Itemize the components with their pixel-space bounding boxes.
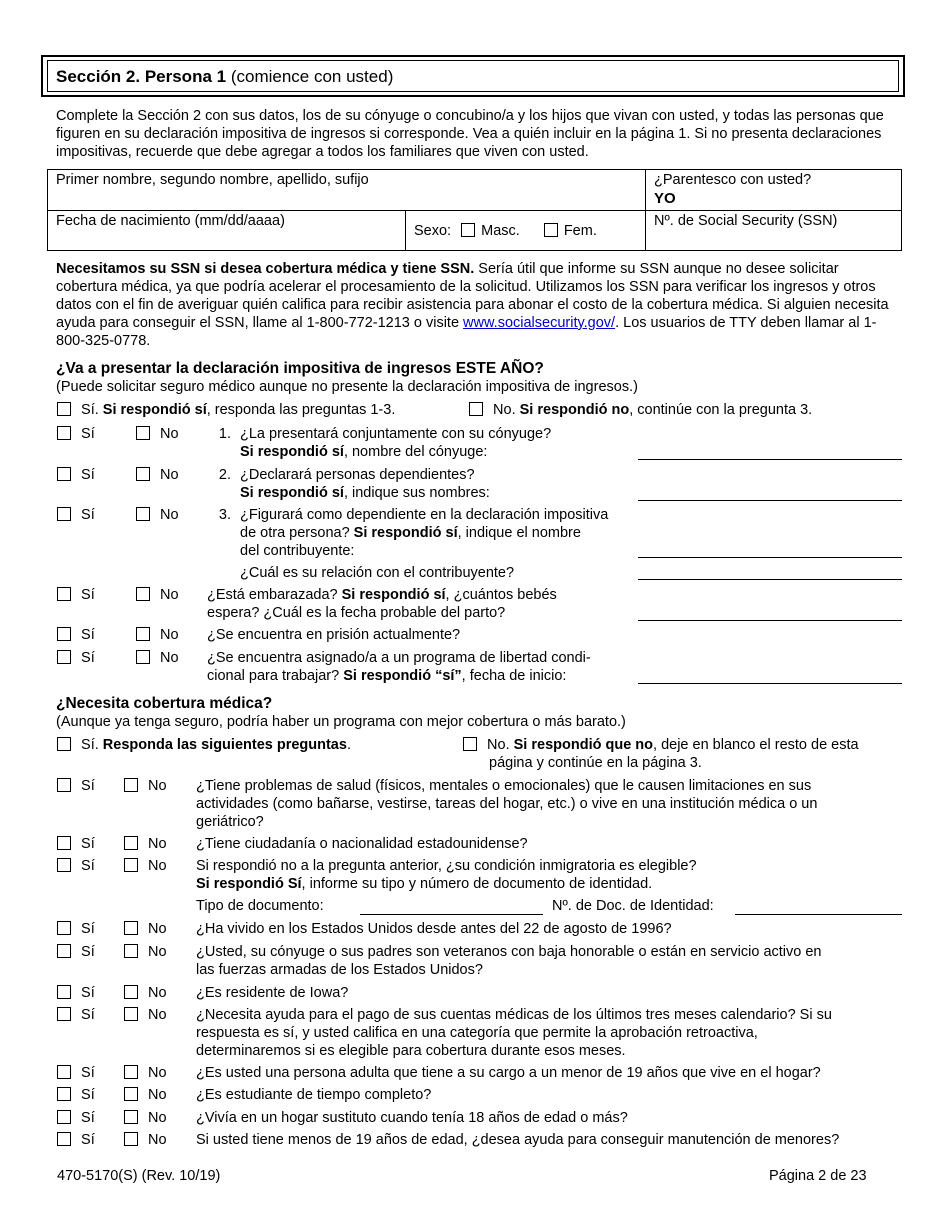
immig-yes <box>57 858 95 876</box>
coverage-yes-rest: . <box>346 737 351 753</box>
iowa-no <box>124 985 167 1003</box>
q1-number: 1. <box>218 426 231 442</box>
iowa-no-label: No <box>148 985 167 1001</box>
sex-field <box>406 211 646 250</box>
us1996-no-label: No <box>148 921 167 937</box>
relation-field <box>646 170 901 211</box>
sex-label: Sexo: <box>414 223 452 239</box>
coverage-yes-bold: Responda las siguientes preguntas <box>102 737 347 753</box>
immig-yes-checkbox[interactable] <box>57 858 71 872</box>
us1996-no <box>124 921 167 939</box>
q2-text <box>240 467 490 503</box>
tax-no-option <box>469 402 812 420</box>
q1-no <box>136 426 179 444</box>
parole-line2b: , fecha de inicio: <box>461 667 567 684</box>
q1-bold: Si respondió sí <box>240 443 344 460</box>
student-yes-label: Sí <box>81 1087 95 1103</box>
q2-yes-label: Sí <box>81 467 95 483</box>
prison-yes <box>57 627 95 645</box>
section-header <box>47 60 899 92</box>
q3-no-label: No <box>160 507 179 523</box>
tax-no-checkbox[interactable] <box>469 402 483 416</box>
q3-yes-checkbox[interactable] <box>57 507 71 521</box>
preg-line1a: ¿Está embarazada? <box>207 587 342 603</box>
q3-bold: Si respondió sí <box>353 524 458 541</box>
iowa-yes-checkbox[interactable] <box>57 985 71 999</box>
section-title: Sección 2. Persona 1 <box>56 67 227 86</box>
coverage-no-checkbox[interactable] <box>463 737 477 751</box>
vet-no-label: No <box>148 944 167 960</box>
tax-yes-option <box>57 402 395 420</box>
foster-yes <box>57 1110 95 1128</box>
doc-num-line[interactable] <box>735 914 902 915</box>
ssn-label: Nº. de Social Security (SSN) <box>654 213 838 229</box>
q1-yes <box>57 426 95 444</box>
us1996-yes <box>57 921 95 939</box>
intro-text: Complete la Sección 2 con sus datos, los de su cónyuge o concubino/a y los hijos que vivan con usted, y todas las personas que figuren en su declaración impositiva de ingresos si corresponde. Vea a quién incluir en la página 1. Si no presenta declaraciones impositivas, recuerde que debe agregar a todos los familiares que viven con usted. <box>56 108 884 160</box>
tax-no-bold: Si respondió no <box>519 402 630 418</box>
immig-no-label: No <box>148 858 167 874</box>
student-no <box>124 1087 167 1105</box>
citizen-no-label: No <box>148 836 167 852</box>
preg-no-checkbox[interactable] <box>136 587 150 601</box>
immig-bold: Si respondió Sí <box>196 875 302 892</box>
coverage-yes-checkbox[interactable] <box>57 737 71 751</box>
support-yes-label: Sí <box>81 1132 95 1148</box>
foster-no <box>124 1110 167 1128</box>
retro-yes <box>57 1007 95 1025</box>
health-line1: ¿Tiene problemas de salud (físicos, mentales o emocionales) que le causen limitaciones en sus <box>196 778 812 794</box>
health-yes-label: Sí <box>81 778 95 794</box>
us1996-yes-checkbox[interactable] <box>57 921 71 935</box>
preg-text <box>207 587 557 623</box>
student-yes <box>57 1087 95 1105</box>
immig-no-checkbox[interactable] <box>124 858 138 872</box>
q2-bold: Si respondió sí <box>240 484 344 501</box>
parole-line1: ¿Se encuentra asignado/a a un programa de libertad condi- <box>207 650 591 666</box>
health-yes-checkbox[interactable] <box>57 778 71 792</box>
parole-line2a: cional para trabajar? <box>207 667 344 684</box>
health-line3: geriátrico? <box>196 813 264 830</box>
adult-no <box>124 1065 167 1083</box>
dependents-line[interactable] <box>638 500 902 501</box>
parole-yes-label: Sí <box>81 650 95 666</box>
citizen-text: ¿Tiene ciudadanía o nacionalidad estadounidense? <box>196 836 528 852</box>
q3-text <box>240 507 608 561</box>
vet-yes-label: Sí <box>81 944 95 960</box>
tax-subheading: (Puede solicitar seguro médico aunque no presente la declaración impositiva de ingresos.) <box>56 379 638 395</box>
page-number: Página 2 de 23 <box>769 1168 867 1184</box>
health-no-checkbox[interactable] <box>124 778 138 792</box>
retro-line3: determinaremos si es elegible para cobertura durante esos meses. <box>196 1042 626 1059</box>
student-yes-checkbox[interactable] <box>57 1087 71 1101</box>
q3-no <box>136 507 179 525</box>
doc-num-label: Nº. de Doc. de Identidad: <box>552 898 714 914</box>
doc-type-label: Tipo de documento: <box>196 898 324 914</box>
female-checkbox[interactable] <box>544 223 558 237</box>
immig-line1: Si respondió no a la pregunta anterior, ¿su condición inmigratoria es elegible? <box>196 858 697 874</box>
coverage-no-option <box>463 737 859 773</box>
dob-field[interactable] <box>48 211 406 250</box>
name-label: Primer nombre, segundo nombre, apellido, sufijo <box>56 172 369 188</box>
coverage-yes-option <box>57 737 351 755</box>
parole-no-label: No <box>160 650 179 666</box>
immig-text <box>196 858 697 894</box>
health-text <box>196 778 817 832</box>
prison-no-checkbox[interactable] <box>136 627 150 641</box>
q1-no-checkbox[interactable] <box>136 426 150 440</box>
preg-yes-checkbox[interactable] <box>57 587 71 601</box>
q3-line2b: , indique el nombre <box>457 524 581 541</box>
support-no-checkbox[interactable] <box>124 1132 138 1146</box>
prison-yes-label: Sí <box>81 627 95 643</box>
parole-yes <box>57 650 95 668</box>
q1-no-label: No <box>160 426 179 442</box>
coverage-no-rest2: página y continúe en la página 3. <box>489 754 702 771</box>
tax-yes-label: Sí. <box>81 402 99 418</box>
immig-yes-label: Sí <box>81 858 95 874</box>
citizen-no-checkbox[interactable] <box>124 836 138 850</box>
q1-rest: , nombre del cónyuge: <box>343 443 488 460</box>
citizen-yes-checkbox[interactable] <box>57 836 71 850</box>
name-field[interactable] <box>48 170 646 211</box>
coverage-no-label: No. <box>487 737 510 753</box>
parole-no-checkbox[interactable] <box>136 650 150 664</box>
retro-line2: respuesta es sí, y usted califica en una categoría que permite la aprobación retroactiva, <box>196 1024 758 1041</box>
retro-no-checkbox[interactable] <box>124 1007 138 1021</box>
ssn-note-bold: Necesitamos su SSN si desea cobertura médica y tiene SSN. <box>56 261 475 277</box>
student-text: ¿Es estudiante de tiempo completo? <box>196 1087 432 1103</box>
retro-text <box>196 1007 832 1061</box>
vet-text <box>196 944 822 980</box>
retro-no-label: No <box>148 1007 167 1023</box>
q2-line1: ¿Declarará personas dependientes? <box>240 467 475 483</box>
coverage-heading: ¿Necesita cobertura médica? <box>56 695 273 712</box>
adult-yes-checkbox[interactable] <box>57 1065 71 1079</box>
retro-yes-label: Sí <box>81 1007 95 1023</box>
q1-yes-checkbox[interactable] <box>57 426 71 440</box>
q3-number: 3. <box>218 507 231 523</box>
us1996-text: ¿Ha vivido en los Estados Unidos desde antes del 22 de agosto de 1996? <box>196 921 672 937</box>
prison-text: ¿Se encuentra en prisión actualmente? <box>207 627 461 643</box>
q3-line2a: de otra persona? <box>240 524 354 541</box>
due-date-line[interactable] <box>638 620 902 621</box>
ssn-note-text-after: . Los usuarios de TTY deben llamar al 1-800-325-0778. <box>56 314 877 349</box>
preg-yes <box>57 587 95 605</box>
support-text: Si usted tiene menos de 19 años de edad, ¿desea ayuda para conseguir manutención de menores? <box>196 1132 840 1148</box>
coverage-yes-label: Sí. <box>81 737 99 753</box>
tax-yes-checkbox[interactable] <box>57 402 71 416</box>
female-label: Fem. <box>563 223 597 239</box>
preg-line1b: , ¿cuántos bebés <box>445 587 557 603</box>
ssn-note <box>56 261 902 351</box>
ssn-website-link[interactable]: www.socialsecurity.gov/ <box>463 314 616 331</box>
health-line2: actividades (como bañarse, vestirse, tareas del hogar, etc.) o vive en una institución médica o un <box>196 795 818 812</box>
adult-no-label: No <box>148 1065 167 1081</box>
preg-no-label: No <box>160 587 179 603</box>
coverage-no-rest1: , deje en blanco el resto de esta <box>653 737 859 753</box>
parole-text <box>207 650 591 686</box>
foster-no-label: No <box>148 1110 167 1126</box>
q3-line3: del contribuyente: <box>240 542 355 559</box>
parole-no <box>136 650 179 668</box>
coverage-no-bold: Si respondió que no <box>513 737 654 753</box>
q2-yes <box>57 467 95 485</box>
immig-line2: , informe su tipo y número de documento de identidad. <box>301 875 653 892</box>
tax-heading: ¿Va a presentar la declaración impositiva de ingresos ESTE AÑO? <box>56 360 544 377</box>
preg-bold: Si respondió sí <box>341 587 446 603</box>
retro-line1: ¿Necesita ayuda para el pago de sus cuentas médicas de los últimos tres meses calendario? Si su <box>196 1007 832 1023</box>
form-id: 470-5170(S) (Rev. 10/19) <box>57 1168 221 1184</box>
q2-no <box>136 467 179 485</box>
iowa-no-checkbox[interactable] <box>124 985 138 999</box>
tax-no-label: No. <box>493 402 516 418</box>
q1-line1: ¿La presentará conjuntamente con su cónyuge? <box>240 426 552 442</box>
male-label: Masc. <box>481 223 520 239</box>
support-no <box>124 1132 167 1150</box>
q2-number: 2. <box>218 467 231 483</box>
q3-no-checkbox[interactable] <box>136 507 150 521</box>
identity-table <box>47 169 902 251</box>
relation-value: YO <box>654 189 676 207</box>
support-no-label: No <box>148 1132 167 1148</box>
iowa-yes <box>57 985 95 1003</box>
spouse-name-line[interactable] <box>638 459 902 460</box>
q2-rest: , indique sus nombres: <box>343 484 490 501</box>
q1-text <box>240 426 551 462</box>
q2-no-label: No <box>160 467 179 483</box>
ssn-field[interactable] <box>646 211 901 250</box>
prison-no-label: No <box>160 627 179 643</box>
adult-no-checkbox[interactable] <box>124 1065 138 1079</box>
q1-yes-label: Sí <box>81 426 95 442</box>
taxpayer-name-line[interactable] <box>638 557 902 558</box>
citizen-yes-label: Sí <box>81 836 95 852</box>
retro-no <box>124 1007 167 1025</box>
vet-yes <box>57 944 95 962</box>
us1996-yes-label: Sí <box>81 921 95 937</box>
adult-yes-label: Sí <box>81 1065 95 1081</box>
support-yes <box>57 1132 95 1150</box>
preg-no <box>136 587 179 605</box>
prison-yes-checkbox[interactable] <box>57 627 71 641</box>
q2-yes-checkbox[interactable] <box>57 467 71 481</box>
health-yes <box>57 778 95 796</box>
foster-text: ¿Vivía en un hogar sustituto cuando tenía 18 años de edad o más? <box>196 1110 628 1126</box>
vet-yes-checkbox[interactable] <box>57 944 71 958</box>
dob-label: Fecha de nacimiento (mm/dd/aaaa) <box>56 213 285 229</box>
foster-no-checkbox[interactable] <box>124 1110 138 1124</box>
q3-yes-label: Sí <box>81 507 95 523</box>
section-subtitle: (comience con usted) <box>230 67 394 86</box>
ssn-note-text: Sería útil que informe su SSN aunque no desee solicitar cobertura médica, ya que podría acelerar el procesamiento de la solicitud. Utilizamos los SSN para verificar los ingresos y otros datos con el fin de averiguar quién califica para recibir asistencia para abonar el costo de la cobertura médica. Si alguien necesita ayuda para conseguir el SSN, llame al 1-800-772-1213 o visite <box>56 261 889 331</box>
citizen-yes <box>57 836 95 854</box>
parole-yes-checkbox[interactable] <box>57 650 71 664</box>
taxpayer-relation-line[interactable] <box>638 579 902 580</box>
vet-line1: ¿Usted, su cónyuge o sus padres son veteranos con baja honorable o están en servicio activo en <box>196 944 822 960</box>
vet-no <box>124 944 167 962</box>
q3-line1: ¿Figurará como dependiente en la declaración impositiva <box>240 507 609 523</box>
us1996-no-checkbox[interactable] <box>124 921 138 935</box>
iowa-text: ¿Es residente de Iowa? <box>196 985 349 1001</box>
q3-yes <box>57 507 95 525</box>
adult-text: ¿Es usted una persona adulta que tiene a su cargo a un menor de 19 años que vive en el hogar? <box>196 1065 821 1081</box>
support-yes-checkbox[interactable] <box>57 1132 71 1146</box>
immig-no <box>124 858 167 876</box>
vet-line2: las fuerzas armadas de los Estados Unidos? <box>196 961 483 978</box>
q3-relation: ¿Cuál es su relación con el contribuyente? <box>240 565 515 581</box>
iowa-yes-label: Sí <box>81 985 95 1001</box>
coverage-subheading: (Aunque ya tenga seguro, podría haber un programa con mejor cobertura o más barato.) <box>56 714 626 730</box>
preg-line2: espera? ¿Cuál es la fecha probable del parto? <box>207 604 506 621</box>
adult-yes <box>57 1065 95 1083</box>
citizen-no <box>124 836 167 854</box>
prison-no <box>136 627 179 645</box>
q2-no-checkbox[interactable] <box>136 467 150 481</box>
health-no-label: No <box>148 778 167 794</box>
relation-label: ¿Parentesco con usted? <box>654 172 812 188</box>
student-no-label: No <box>148 1087 167 1103</box>
preg-yes-label: Sí <box>81 587 95 603</box>
male-checkbox[interactable] <box>461 223 475 237</box>
foster-yes-checkbox[interactable] <box>57 1110 71 1124</box>
tax-yes-bold: Si respondió sí <box>102 402 207 418</box>
health-no <box>124 778 167 796</box>
tax-no-rest: , continúe con la pregunta 3. <box>629 402 813 418</box>
parole-date-line[interactable] <box>638 683 902 684</box>
parole-bold: Si respondió “sí” <box>343 667 462 684</box>
foster-yes-label: Sí <box>81 1110 95 1126</box>
doc-type-line[interactable] <box>360 914 543 915</box>
tax-yes-rest: , responda las preguntas 1-3. <box>206 402 396 418</box>
vet-no-checkbox[interactable] <box>124 944 138 958</box>
retro-yes-checkbox[interactable] <box>57 1007 71 1021</box>
student-no-checkbox[interactable] <box>124 1087 138 1101</box>
